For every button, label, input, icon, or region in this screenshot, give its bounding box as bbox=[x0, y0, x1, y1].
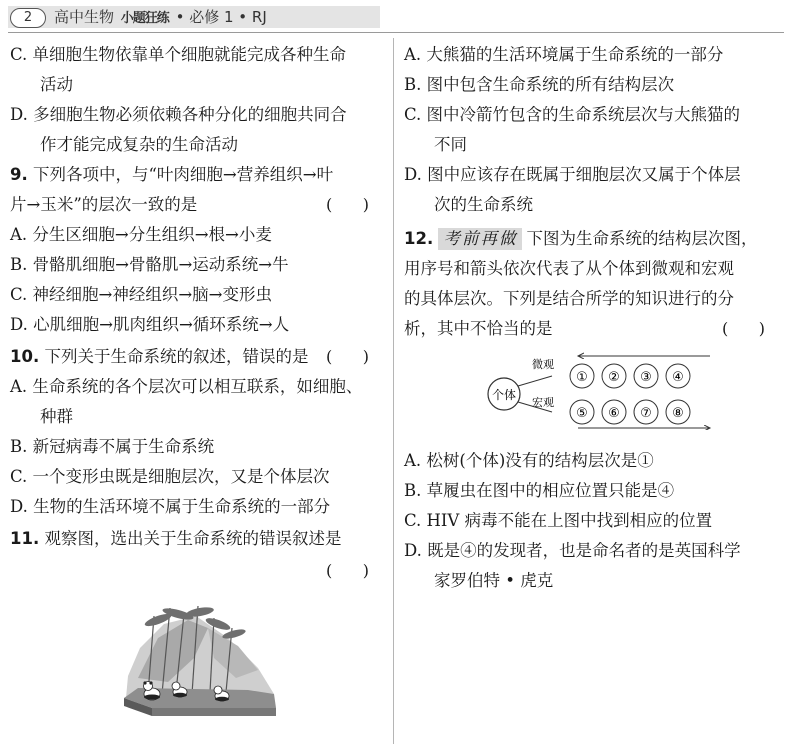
q10-stem: 10. 下列关于生命系统的叙述，错误的是 bbox=[10, 347, 309, 366]
q8-option-c: C. 单细胞生物依靠单个细胞就能完成各种生命 bbox=[10, 45, 347, 64]
q9-stem-cont: 片→玉米”的层次一致的是 bbox=[10, 195, 198, 214]
q12-answer-paren: ( ) bbox=[722, 319, 765, 338]
panda-bamboo-illustration-icon bbox=[118, 598, 280, 716]
q10-answer-paren: ( ) bbox=[326, 347, 369, 366]
page-header bbox=[0, 0, 790, 34]
q10-option-a: A. 生命系统的各个层次可以相互联系，如细胞、 bbox=[10, 377, 363, 396]
diagram-circle-8: ⑧ bbox=[672, 406, 684, 421]
q11-answer-paren: ( ) bbox=[326, 561, 369, 580]
q8-option-d-cont: 作才能完成复杂的生命活动 bbox=[40, 135, 238, 154]
q10-option-c: C. 一个变形虫既是细胞层次，又是个体层次 bbox=[10, 467, 330, 486]
q8-option-d: D. 多细胞生物必须依赖各种分化的细胞共同合 bbox=[10, 105, 347, 124]
diagram-circle-6: ⑥ bbox=[608, 406, 620, 421]
q11-option-d-cont: 次的生命系统 bbox=[434, 195, 533, 214]
diagram-circle-2: ② bbox=[608, 370, 620, 385]
q12-stem-cont-1: 用序号和箭头依次代表了从个体到微观和宏观 bbox=[404, 259, 734, 278]
q9-option-b: B. 骨骼肌细胞→骨骼肌→运动系统→牛 bbox=[10, 255, 289, 274]
column-divider bbox=[393, 38, 394, 744]
diagram-circle-5: ⑤ bbox=[576, 406, 588, 421]
q9-answer-paren: ( ) bbox=[326, 195, 369, 214]
q12-option-d-cont: 家罗伯特 • 虎克 bbox=[434, 571, 554, 590]
diagram-center-label: 个体 bbox=[491, 388, 517, 402]
header-subject: 高中生物 bbox=[54, 8, 115, 26]
diagram-macro-label: 宏观 bbox=[532, 396, 554, 409]
q12-stem-cont-3: 析，其中不恰当的是 bbox=[404, 319, 553, 338]
diagram-circle-7: ⑦ bbox=[640, 406, 652, 421]
diagram-circle-1: ① bbox=[576, 370, 588, 385]
q11-option-c-cont: 不同 bbox=[434, 135, 467, 154]
diagram-circle-4: ④ bbox=[672, 370, 684, 385]
review-tag: 考前再做 bbox=[438, 228, 522, 250]
header-title bbox=[54, 7, 267, 29]
q9-option-c: C. 神经细胞→神经组织→脑→变形虫 bbox=[10, 285, 273, 304]
diagram-micro-label: 微观 bbox=[532, 358, 554, 371]
page-number: 2 bbox=[10, 8, 46, 28]
q12-stem-cont-2: 的具体层次。下列是结合所学的知识进行的分 bbox=[404, 289, 734, 308]
q12-option-d: D. 既是④的发现者，也是命名者的是英国科学 bbox=[404, 541, 741, 560]
q11-option-a: A. 大熊猫的生活环境属于生命系统的一部分 bbox=[404, 45, 724, 64]
q11-stem: 11. 观察图，选出关于生命系统的错误叙述是 bbox=[10, 529, 342, 548]
q11-option-c: C. 图中冷箭竹包含的生命系统层次与大熊猫的 bbox=[404, 105, 741, 124]
q12-option-b: B. 草履虫在图中的相应位置只能是④ bbox=[404, 481, 675, 500]
q9-option-a: A. 分生区细胞→分生组织→根→小麦 bbox=[10, 225, 272, 244]
header-rest: • 必修 1 • RJ bbox=[175, 8, 267, 26]
q9-stem: 9. 下列各项中，与“叶肉细胞→营养组织→叶 bbox=[10, 165, 334, 184]
q12-stem: 12. 考前再做 下图为生命系统的结构层次图， bbox=[404, 229, 758, 248]
q12-option-a: A. 松树(个体)没有的结构层次是① bbox=[404, 451, 654, 470]
q10-option-b: B. 新冠病毒不属于生命系统 bbox=[10, 437, 215, 456]
diagram-circle-3: ③ bbox=[640, 370, 652, 385]
header-brand: 小题狂练 bbox=[120, 11, 169, 26]
q12-option-c: C. HIV 病毒不能在上图中找到相应的位置 bbox=[404, 511, 713, 530]
q11-option-b: B. 图中包含生命系统的所有结构层次 bbox=[404, 75, 675, 94]
q9-option-d: D. 心肌细胞→肌肉组织→循环系统→人 bbox=[10, 315, 290, 334]
q8-option-c-cont: 活动 bbox=[40, 75, 73, 94]
q10-option-d: D. 生物的生活环境不属于生命系统的一部分 bbox=[10, 497, 331, 516]
q10-option-a-cont: 种群 bbox=[40, 407, 73, 426]
life-system-hierarchy-diagram bbox=[478, 350, 718, 430]
header-rule bbox=[8, 32, 784, 33]
q11-option-d: D. 图中应该存在既属于细胞层次又属于个体层 bbox=[404, 165, 741, 184]
